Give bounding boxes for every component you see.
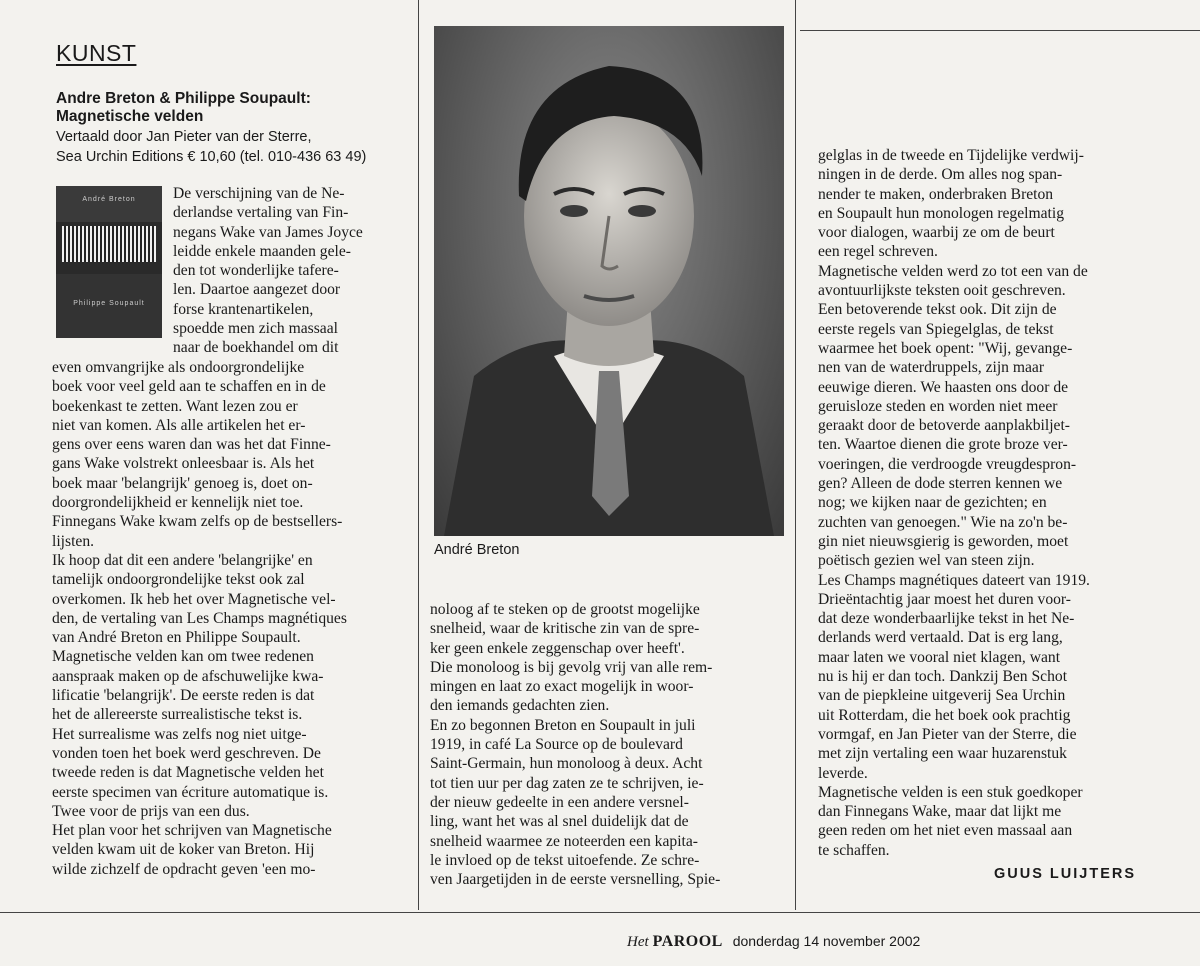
text-line: den, de vertaling van Les Champs magnétiques (52, 609, 347, 627)
text-line: ling, want het was al snel duidelijk dat de (430, 813, 689, 831)
issue-date: donderdag 14 november 2002 (732, 933, 921, 949)
text-line: der nieuw gedeelte in een andere versnel- (430, 793, 689, 811)
text-line: le invloed op de tekst uitoefende. Ze schre- (430, 851, 700, 869)
text-line: leidde enkele maanden gele- (173, 242, 351, 260)
text-line: nu is hij er dan toch. Dankzij Ben Schot (818, 668, 1068, 686)
text-line: boekenkast te zetten. Want lezen zou er (52, 397, 298, 415)
text-line: overkomen. Ik heb het over Magnetische vel- (52, 590, 336, 608)
article-headline (56, 90, 416, 126)
text-line: Magnetische velden is een stuk goedkoper (818, 783, 1083, 801)
text-line: poëtisch gezien wel van steen zijn. (818, 552, 1035, 570)
text-line: Les Champs magnétiques dateert van 1919. (818, 571, 1090, 589)
text-line: snelheid, waar de kritische zin van de spre- (430, 620, 700, 638)
text-line: met zijn vertaling een waar huzarenstuk (818, 745, 1067, 763)
cover-pattern (62, 226, 156, 262)
text-line: eeuwige dieren. We haasten ons door de (818, 378, 1069, 396)
section-label: KUNST (56, 40, 137, 66)
text-line: van André Breton en Philippe Soupault. (52, 629, 301, 647)
text-line: den tot wonderlijke tafere- (173, 262, 339, 280)
column-rule-right (795, 0, 796, 910)
text-line: derlands werd vertaald. Dat is erg lang, (818, 629, 1063, 647)
text-line: zuchten van genoegen." Wie na zo'n be- (818, 513, 1068, 531)
text-line: avontuurlijkste teksten ooit geschreven. (818, 282, 1066, 300)
text-line: even omvangrijke als ondoorgrondelijke (52, 359, 305, 376)
text-line: ker geen enkele zeggenschap over heeft'. (430, 639, 685, 657)
text-line: boek maar 'belangrijk' genoeg is, doet on- (52, 474, 313, 492)
text-line: tweede reden is dat Magnetische velden het (52, 764, 324, 782)
text-line: het de allereerste surrealistische tekst is. (52, 706, 303, 724)
text-line: maar laten we vooral niet klagen, want (818, 648, 1061, 666)
text-line: te schaffen. (818, 841, 890, 859)
text-line: Magnetische velden kan om twee redenen (52, 648, 314, 666)
credits-line-1: Vertaald door Jan Pieter van der Sterre, (56, 129, 312, 145)
text-line: doorgrondelijkheid er kennelijk niet toe. (52, 494, 304, 512)
column-1-wrap (173, 184, 409, 358)
text-line: nender te maken, onderbraken Breton (818, 185, 1054, 203)
text-line: vonden toen het boek werd geschreven. De (52, 744, 321, 762)
text-line: den iemands gedachten zien. (430, 697, 610, 715)
text-line: gens over eens waren dan was het dat Finne- (52, 436, 331, 454)
book-cover-image (56, 186, 162, 338)
text-line: boek voor veel geld aan te schaffen en in de (52, 378, 326, 396)
paper-name-prefix: Het (627, 934, 649, 950)
text-line: voor dialogen, waarbij ze om de beurt (818, 224, 1055, 242)
text-line: voeringen, die verdroogde vreugdespron- (818, 455, 1077, 473)
text-line: Ik hoop dat dit een andere 'belangrijke' en (52, 551, 313, 569)
headline-line-1: Andre Breton & Philippe Soupault: (56, 90, 311, 107)
cover-author: André Breton (56, 186, 162, 222)
photo-caption: André Breton (434, 542, 520, 558)
column-3 (818, 146, 1142, 860)
text-line: Het surrealisme was zelfs nog niet uitge- (52, 725, 307, 743)
text-line: geen reden om het niet even massaal aan (818, 822, 1073, 840)
text-line: gen? Alleen de dode sterren kennen we (818, 475, 1063, 493)
text-line: Saint-Germain, hun monoloog à deux. Acht (430, 755, 703, 773)
cover-coauthor: Philippe Soupault (56, 274, 162, 338)
text-line: tamelijk ondoorgrondelijke tekst ook zal (52, 571, 305, 589)
column-2 (430, 600, 785, 889)
text-line: forse krantenartikelen, (173, 300, 314, 318)
text-line: Finnegans Wake kwam zelfs op de bestsellers- (52, 513, 343, 531)
text-line: derlandse vertaling van Fin- (173, 204, 349, 222)
text-line: geraakt door de betoverde aanplakbiljet- (818, 417, 1070, 435)
text-line: Magnetische velden werd zo tot een van de (818, 262, 1088, 280)
text-line: lijsten. (52, 532, 95, 550)
text-line: Het plan voor het schrijven van Magnetische (52, 822, 332, 840)
text-line: aanspraak maken op de afschuwelijke kwa- (52, 667, 324, 685)
text-line: Een betoverende tekst ook. Dit zijn de (818, 301, 1057, 319)
text-line: niet van komen. Als alle artikelen het er- (52, 416, 306, 434)
text-line: gans Wake volstrekt onleesbaar is. Als het (52, 455, 315, 473)
text-line: tot tien uur per dag zaten ze te schrijven, ie- (430, 774, 704, 792)
text-line: len. Daartoe aangezet door (173, 281, 341, 299)
text-line: geruisloze steden en worden niet meer (818, 397, 1058, 415)
text-line: eerste specimen van écriture automatique is. (52, 783, 329, 801)
portrait-photo (434, 26, 784, 536)
text-line: dat deze wonderbaarlijke tekst in het Ne- (818, 610, 1075, 628)
credits-line-2: Sea Urchin Editions € 10,60 (tel. 010-436 63 49) (56, 149, 367, 165)
book-credits (56, 127, 416, 167)
page-footer (627, 933, 920, 951)
column-rule-left (418, 0, 419, 910)
text-line: nen van de waterdruppels, zijn maar (818, 359, 1045, 377)
text-line: lificatie 'belangrijk'. De eerste reden is dat (52, 687, 315, 705)
column-1 (52, 358, 410, 879)
text-line: mingen en laat zo exact mogelijk in woor- (430, 678, 694, 696)
text-line: leverde. (818, 764, 868, 782)
headline-line-2: Magnetische velden (56, 108, 204, 125)
text-line: ningen in de derde. Om alles nog span- (818, 166, 1063, 184)
portrait-illustration (434, 26, 784, 536)
text-line: wilde zichzelf de opdracht geven 'een mo- (52, 860, 316, 878)
text-line: Drieëntachtig jaar moest het duren voor- (818, 590, 1071, 608)
text-line: De verschijning van de Ne- (173, 185, 345, 202)
bottom-rule (0, 912, 1200, 913)
text-line: gelglas in de tweede en Tijdelijke verdwij- (818, 147, 1084, 164)
text-line: Die monoloog is bij gevolg vrij van alle rem- (430, 658, 713, 676)
text-line: uit Rotterdam, die het boek ook prachtig (818, 706, 1071, 724)
text-line: gin niet nieuwsgierig is geworden, moet (818, 532, 1069, 550)
text-line: waarmee het boek opent: "Wij, gevange- (818, 339, 1073, 357)
text-line: negans Wake van James Joyce (173, 223, 363, 241)
text-line: vormgaf, en Jan Pieter van der Sterre, die (818, 725, 1077, 743)
top-rule-right (800, 30, 1200, 31)
text-line: en Soupault hun monologen regelmatig (818, 204, 1064, 222)
text-line: een regel schreven. (818, 243, 938, 261)
text-line: ven Jaargetijden in de eerste versnelling, Spie- (430, 871, 721, 889)
author-byline: GUUS LUIJTERS (994, 866, 1137, 882)
text-line: noloog af te steken op de grootst mogelijke (430, 601, 700, 618)
text-line: ten. Waartoe dienen die grote broze ver- (818, 436, 1068, 454)
paper-name: PAROOL (652, 933, 723, 950)
text-line: 1919, in café La Source op de boulevard (430, 736, 683, 754)
text-line: naar de boekhandel om dit (173, 339, 339, 357)
text-line: dan Finnegans Wake, maar dat lijkt me (818, 803, 1062, 821)
text-line: eerste regels van Spiegelglas, de tekst (818, 320, 1054, 338)
text-line: Twee voor de prijs van een dus. (52, 802, 250, 820)
text-line: spoedde men zich massaal (173, 320, 338, 338)
text-line: velden kwam uit de koker van Breton. Hij (52, 841, 315, 859)
text-line: En zo begonnen Breton en Soupault in juli (430, 716, 696, 734)
text-line: snelheid waarmee ze noteerden een kapita- (430, 832, 698, 850)
text-line: nog; we kijken naar de gezichten; en (818, 494, 1047, 512)
text-line: van de piepkleine uitgeverij Sea Urchin (818, 687, 1066, 705)
